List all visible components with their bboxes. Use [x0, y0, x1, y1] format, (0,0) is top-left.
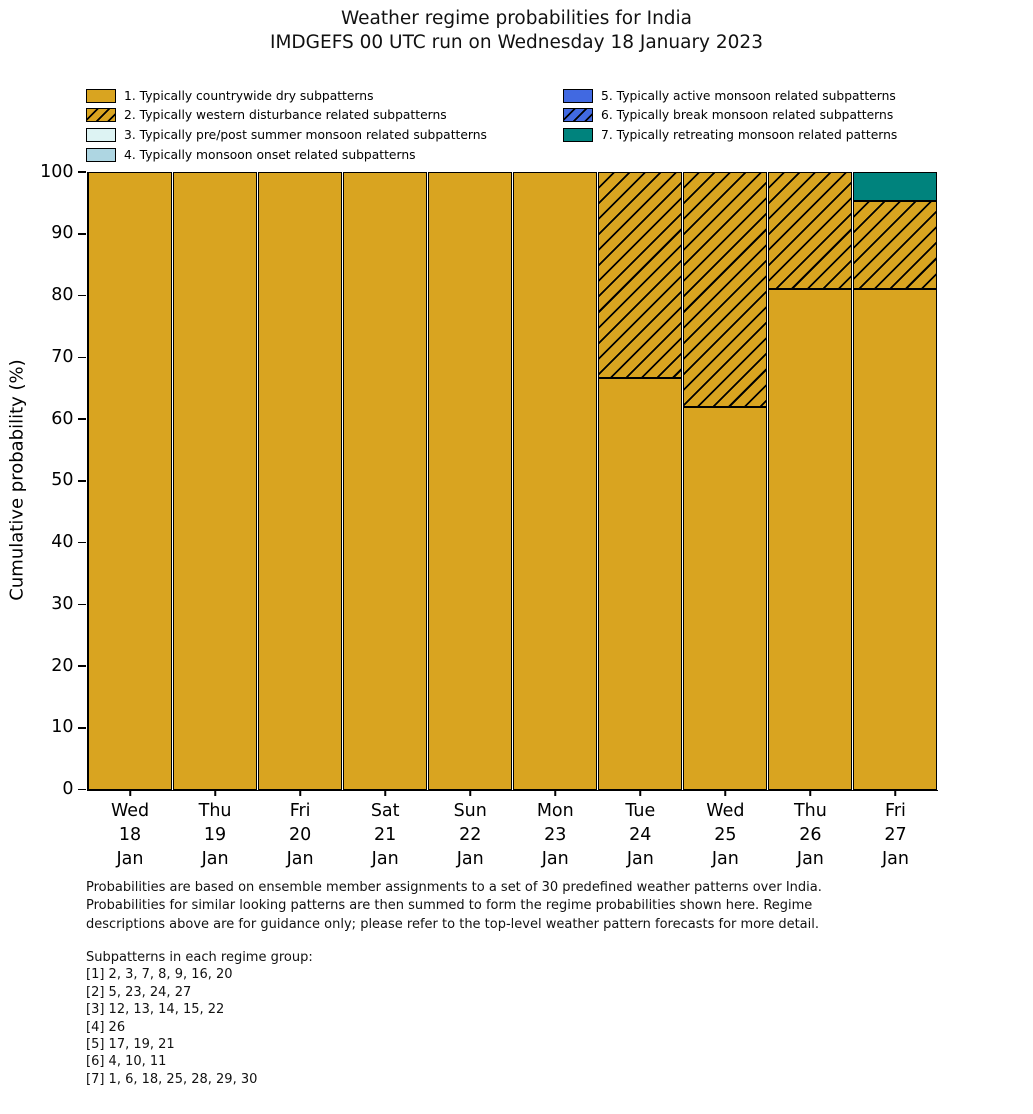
x-tick-mark-thu-19 — [214, 790, 216, 796]
subpatterns-list — [86, 949, 313, 1088]
bar-segment-regime-1 — [173, 172, 257, 790]
bar-wed-18 — [88, 172, 172, 790]
y-tick-mark-30 — [78, 604, 86, 606]
y-tick-mark-0 — [78, 789, 86, 791]
figure-title — [0, 7, 1033, 55]
x-tick-label-fri-27: Fri 27 Jan — [881, 800, 909, 869]
legend-item-6 — [563, 106, 897, 126]
bar-segment-regime-1 — [683, 407, 767, 789]
footer-line-2: Probabilities for similar looking patterns are then summed to form the regime probabilities shown here. Regime — [86, 898, 813, 914]
bar-sat-21 — [343, 172, 427, 790]
bar-sun-22 — [428, 172, 512, 790]
x-tick-mark-thu-26 — [810, 790, 812, 796]
y-tick-label-100: 100 — [40, 161, 74, 182]
bar-segment-regime-2 — [683, 172, 767, 407]
subpatterns-heading: Subpatterns in each regime group: — [86, 950, 313, 965]
bar-fri-20 — [258, 172, 342, 790]
y-tick-mark-100 — [78, 171, 86, 173]
x-tick-mark-fri-27 — [895, 790, 897, 796]
subpatterns-line-7: [7] 1, 6, 18, 25, 28, 29, 30 — [86, 1071, 258, 1087]
subpatterns-line-4: [4] 26 — [86, 1019, 126, 1035]
y-tick-label-20: 20 — [51, 655, 74, 676]
bar-segment-regime-2 — [598, 172, 682, 378]
legend-label-3: 3. Typically pre/post summer monsoon related subpatterns — [124, 127, 487, 142]
y-tick-mark-50 — [78, 480, 86, 482]
x-tick-label-thu-19: Thu 19 Jan — [198, 800, 232, 869]
legend-swatch-7 — [563, 128, 593, 142]
footer-line-1: Probabilities are based on ensemble member assignments to a set of 30 predefined weather patterns over India. — [86, 880, 822, 895]
y-tick-label-50: 50 — [51, 470, 74, 490]
legend-swatch-3 — [86, 128, 116, 142]
bar-segment-regime-1 — [853, 289, 937, 789]
legend-column-right — [563, 86, 897, 145]
bar-segment-regime-1 — [343, 172, 427, 790]
bar-segment-regime-2 — [853, 201, 937, 289]
x-tick-mark-mon-23 — [555, 790, 557, 796]
y-tick-label-0: 0 — [62, 778, 74, 799]
legend-swatch-4 — [86, 148, 116, 162]
y-axis-title: Cumulative probability (%) — [6, 359, 28, 601]
bar-mon-23 — [513, 172, 597, 790]
legend-item-1 — [86, 86, 487, 106]
legend-swatch-1 — [86, 89, 116, 103]
y-tick-mark-40 — [78, 542, 86, 544]
footer-text — [86, 879, 822, 934]
legend-label-4: 4. Typically monsoon onset related subpatterns — [124, 147, 416, 162]
subpatterns-line-6: [6] 4, 10, 11 — [86, 1054, 167, 1070]
x-tick-label-wed-18: Wed 18 Jan — [110, 800, 150, 869]
bar-segment-regime-1 — [428, 172, 512, 790]
y-tick-mark-20 — [78, 665, 86, 667]
x-tick-mark-wed-25 — [725, 790, 727, 796]
bar-segment-regime-7 — [853, 172, 937, 201]
bar-segment-regime-1 — [513, 172, 597, 790]
legend-label-5: 5. Typically active monsoon related subpatterns — [601, 88, 896, 103]
subpatterns-line-5: [5] 17, 19, 21 — [86, 1037, 175, 1053]
bar-segment-regime-1 — [88, 172, 172, 790]
footer-line-3: descriptions above are for guidance only; please refer to the top-level weather pattern forecasts for more detail. — [86, 916, 819, 932]
y-tick-label-30: 30 — [51, 593, 74, 614]
legend-item-3 — [86, 125, 487, 145]
y-tick-mark-90 — [78, 233, 86, 235]
subpatterns-line-2: [2] 5, 23, 24, 27 — [86, 984, 192, 1000]
y-tick-label-80: 80 — [51, 284, 74, 305]
y-tick-label-60: 60 — [51, 408, 74, 429]
legend-item-7 — [563, 125, 897, 145]
y-tick-mark-70 — [78, 357, 86, 359]
bar-segment-regime-2 — [768, 172, 852, 289]
y-tick-mark-80 — [78, 295, 86, 297]
legend-label-6: 6. Typically break monsoon related subpatterns — [601, 108, 894, 123]
plot-area — [40, 161, 939, 869]
y-tick-mark-60 — [78, 418, 86, 420]
x-tick-mark-wed-18 — [129, 790, 131, 796]
y-tick-mark-10 — [78, 727, 86, 729]
legend-item-5 — [563, 86, 897, 106]
x-tick-label-tue-24: Tue 24 Jan — [625, 800, 656, 869]
x-tick-label-sun-22: Sun 22 Jan — [453, 800, 487, 869]
bar-wed-25 — [683, 172, 767, 790]
bar-segment-regime-1 — [258, 172, 342, 790]
y-tick-label-40: 40 — [51, 531, 74, 552]
x-tick-label-sat-21: Sat 21 Jan — [370, 800, 400, 869]
subpatterns-line-3: [3] 12, 13, 14, 15, 22 — [86, 1002, 225, 1018]
figure-title-line2: IMDGEFS 00 UTC run on Wednesday 18 January 2023 — [270, 32, 763, 53]
bar-segment-regime-1 — [768, 289, 852, 789]
bar-thu-19 — [173, 172, 257, 790]
legend-item-2 — [86, 106, 487, 126]
x-tick-mark-sat-21 — [384, 790, 386, 796]
x-tick-label-mon-23: Mon 23 Jan — [536, 800, 574, 869]
subpatterns-line-1: [1] 2, 3, 7, 8, 9, 16, 20 — [86, 967, 233, 983]
x-tick-mark-sun-22 — [469, 790, 471, 796]
y-tick-label-70: 70 — [51, 346, 74, 367]
y-tick-label-90: 90 — [51, 223, 74, 243]
legend-label-7: 7. Typically retreating monsoon related patterns — [601, 127, 898, 142]
x-tick-label-wed-25: Wed 25 Jan — [706, 800, 745, 869]
legend-swatch-2 — [86, 108, 116, 122]
y-tick-label-10: 10 — [51, 717, 74, 737]
legend-column-left — [86, 86, 487, 164]
x-tick-label-fri-20: Fri 20 Jan — [286, 800, 314, 869]
legend-swatch-6 — [563, 108, 593, 122]
x-tick-mark-fri-20 — [299, 790, 301, 796]
figure-title-line1: Weather regime probabilities for India — [340, 8, 693, 29]
bar-segment-regime-1 — [598, 378, 682, 790]
bar-fri-27 — [853, 172, 937, 790]
legend-item-4 — [86, 145, 487, 165]
bar-tue-24 — [598, 172, 682, 790]
legend-label-2: 2. Typically western disturbance related subpatterns — [124, 108, 447, 123]
legend-label-1: 1. Typically countrywide dry subpatterns — [124, 88, 374, 103]
x-tick-mark-tue-24 — [640, 790, 642, 796]
legend-swatch-5 — [563, 89, 593, 103]
x-tick-label-thu-26: Thu 26 Jan — [793, 800, 827, 869]
bar-thu-26 — [768, 172, 852, 790]
